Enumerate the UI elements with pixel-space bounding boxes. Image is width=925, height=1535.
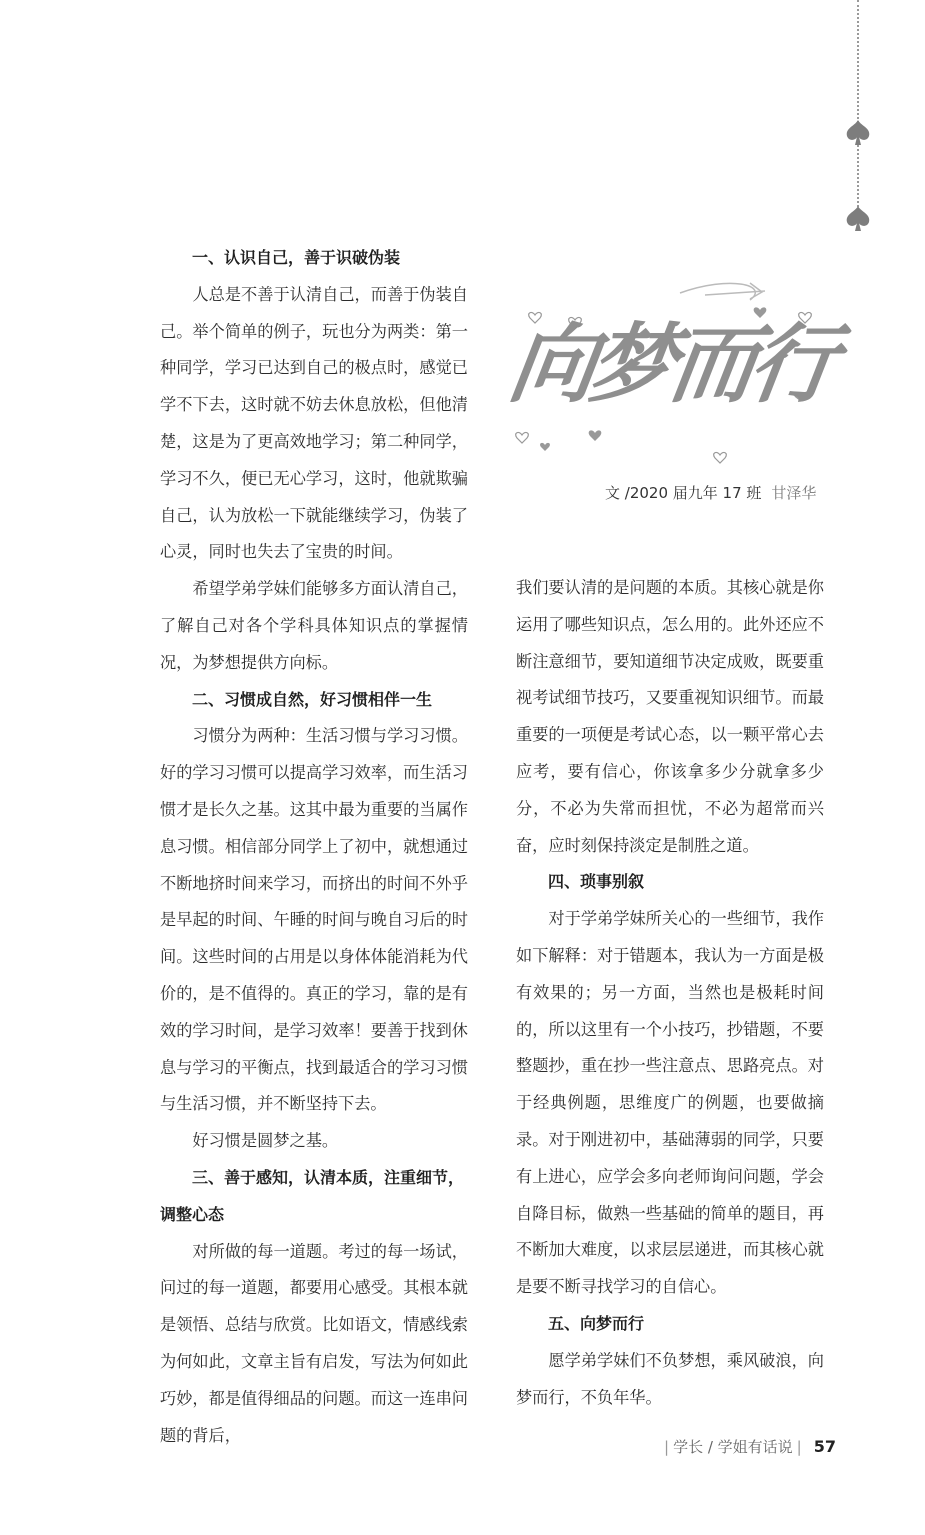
paragraph: 希望学弟学妹们能够多方面认清自己，了解自己对各个学科具体知识点的掌握情况，为梦想提供方向标。 xyxy=(160,579,468,672)
article-title: 向梦而行 xyxy=(502,314,838,415)
right-column xyxy=(516,570,824,1416)
paragraph: 愿学弟学妹们不负梦想，乘风破浪，向梦而行，不负年华。 xyxy=(516,1350,824,1407)
byline xyxy=(605,482,835,503)
heart-icon xyxy=(845,204,871,232)
divider: | xyxy=(796,1438,802,1456)
byline-class: 文 /2020 届九年 17 班 xyxy=(605,484,762,502)
paragraph: 人总是不善于认清自己，而善于伪装自己。举个简单的例子，玩也分为两类：第一种同学，学习已达到自己的极点时，感觉已学不下去，这时就不妨去休息放松，但他清楚，这是为了更高效地学习；第二种同学，学习不久，便已无心学习，这时，他就欺骗自己，认为放松一下就能继续学习，伪装了心灵，同时也失去了宝贵的时间。 xyxy=(160,284,468,562)
section-heading: 三、善于感知，认清本质，注重细节，调整心态 xyxy=(160,1167,465,1224)
page-number: 57 xyxy=(813,1437,836,1456)
paragraph: 对于学弟学妹所关心的一些细节，我作如下解释：对于错题本，我认为一方面是极有效果的；另一方面，当然也是极耗时间的，所以这里有一个小技巧，抄错题，不要整题抄，重在抄一些注意点、思路亮点。对于经典例题，思维度广的例题，也要做摘录。对于刚进初中，基础薄弱的同学，只要有上进心，应学会多向老师询问问题，学会自降目标，做熟一些基础的简单的题目，再不断加大难度，以求层层递进，而其核心就是要不断寻找学习的自信心。 xyxy=(516,909,824,1297)
section-heading: 一、认识自己，善于识破伪装 xyxy=(192,248,401,267)
byline-author: 甘泽华 xyxy=(771,484,817,502)
paragraph: 好习惯是圆梦之基。 xyxy=(192,1131,339,1151)
section-heading: 五、向梦而行 xyxy=(548,1313,645,1333)
section-heading: 四、琐事别叙 xyxy=(548,872,645,892)
page-footer xyxy=(660,1436,836,1457)
divider: | xyxy=(664,1438,670,1456)
left-column xyxy=(160,240,468,1454)
paragraph-continuation: 我们要认清的是问题的本质。其核心就是你运用了哪些知识点，怎么用的。此外还应不断注意细节，要知道细节决定成败，既要重视考试细节技巧，又要重视知识细节。而最重要的一项便是考试心态，以一颗平常心去应考，要有信心，你该拿多少分就拿多少分，不必为失常而担忧，不必为超常而兴奋，应时刻保持淡定是制胜之道。 xyxy=(516,578,824,855)
dotted-divider xyxy=(857,0,859,215)
heart-icon xyxy=(845,118,871,146)
paragraph: 对所做的每一道题。考过的每一场试，问过的每一道题，都要用心感受。其根本就是领悟、总结与欣赏。比如语文，情感线索为何如此，文章主旨有启发，写法为何如此巧妙，都是值得细品的问题。而这一连串问题的背后， xyxy=(160,1241,468,1445)
paragraph: 习惯分为两种：生活习惯与学习习惯。好的学习习惯可以提高学习效率，而生活习惯才是长久之基。这其中最为重要的当属作息习惯。相信部分同学上了初中，就想通过不断地挤时间来学习，而挤出的时间不外乎是早起的时间、午睡的时间与晚自习后的时间。这些时间的占用是以身体体能消耗为代价的，是不值得的。真正的学习，靠的是有效的学习时间，是学习效率！要善于找到休息与学习的平衡点，找到最适合的学习习惯与生活习惯，并不断坚持下去。 xyxy=(160,726,468,1114)
section-name: 学长 / 学姐有话说 xyxy=(673,1438,793,1456)
section-heading: 二、习惯成自然，好习惯相伴一生 xyxy=(192,689,433,709)
